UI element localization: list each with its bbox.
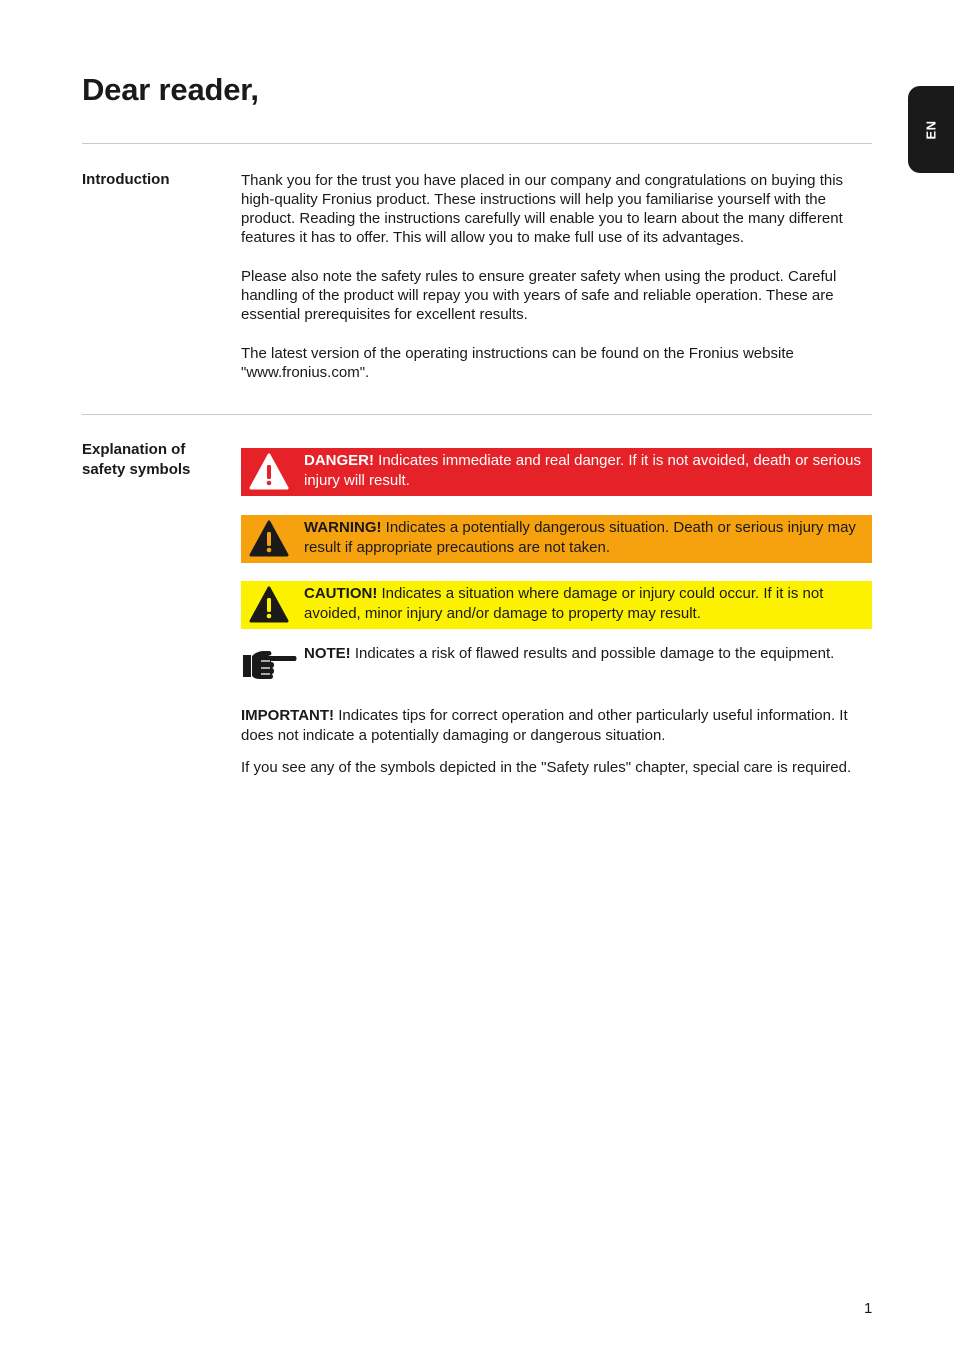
language-tab-label: EN [923,119,939,140]
caution-keyword: CAUTION! [304,585,378,602]
note-keyword: NOTE! [304,645,351,662]
important-keyword: IMPORTANT! [241,707,335,724]
danger-description: Indicates immediate and real danger. If it is not avoided, death or serious injury will result. [304,452,861,489]
warning-keyword: WARNING! [304,519,382,536]
safety-heading-line: Explanation of [82,441,186,458]
danger-notice [241,448,872,496]
caution-notice [241,581,872,629]
page-number: 1 [864,1300,873,1317]
warning-triangle-icon [249,520,289,558]
introduction-body [241,171,872,402]
section-divider [82,143,872,144]
page-title: Dear reader, [82,72,259,107]
warning-triangle-icon [249,586,289,624]
safety-symbols-heading [82,440,232,480]
important-paragraph [241,706,872,745]
important-section [241,706,872,791]
intro-paragraph: The latest version of the operating instructions can be found on the Fronius website "www.fronius.com". [241,345,794,381]
warning-description: Indicates a potentially dangerous situation. Death or serious injury may result if appropriate precautions are not taken. [304,519,856,556]
warning-text [304,518,872,557]
caution-text [304,584,872,623]
danger-text [304,451,872,490]
important-description: Indicates tips for correct operation and other particularly useful information. It does not indicate a potentially damaging or dangerous situation. [241,707,848,744]
section-divider [82,414,872,415]
warning-triangle-icon [249,453,289,491]
introduction-heading: Introduction [82,171,170,188]
safety-heading-line: safety symbols [82,461,191,478]
language-tab [908,86,954,173]
note-text [304,644,872,664]
intro-paragraph: Please also note the safety rules to ensure greater safety when using the product. Careful handling of the product will repay you with years of safe and reliable operation. These are essential prerequisites for excellent results. [241,268,837,323]
note-notice [241,641,872,685]
warning-notice [241,515,872,563]
pointing-hand-icon [241,647,297,681]
intro-paragraph: Thank you for the trust you have placed in our company and congratulations on buying this high-quality Fronius product. These instructions will help you familiarise yourself with the product. Reading the instructions carefully will enable you to learn about the many different features it has to offer. This will allow you to make full use of its advantages. [241,172,844,246]
closing-paragraph: If you see any of the symbols depicted in the "Safety rules" chapter, special care is required. [241,759,852,776]
note-description: Indicates a risk of flawed results and possible damage to the equipment. [350,645,835,662]
caution-description: Indicates a situation where damage or injury could occur. If it is not avoided, minor injury and/or damage to property may result. [304,585,824,622]
danger-keyword: DANGER! [304,452,374,469]
